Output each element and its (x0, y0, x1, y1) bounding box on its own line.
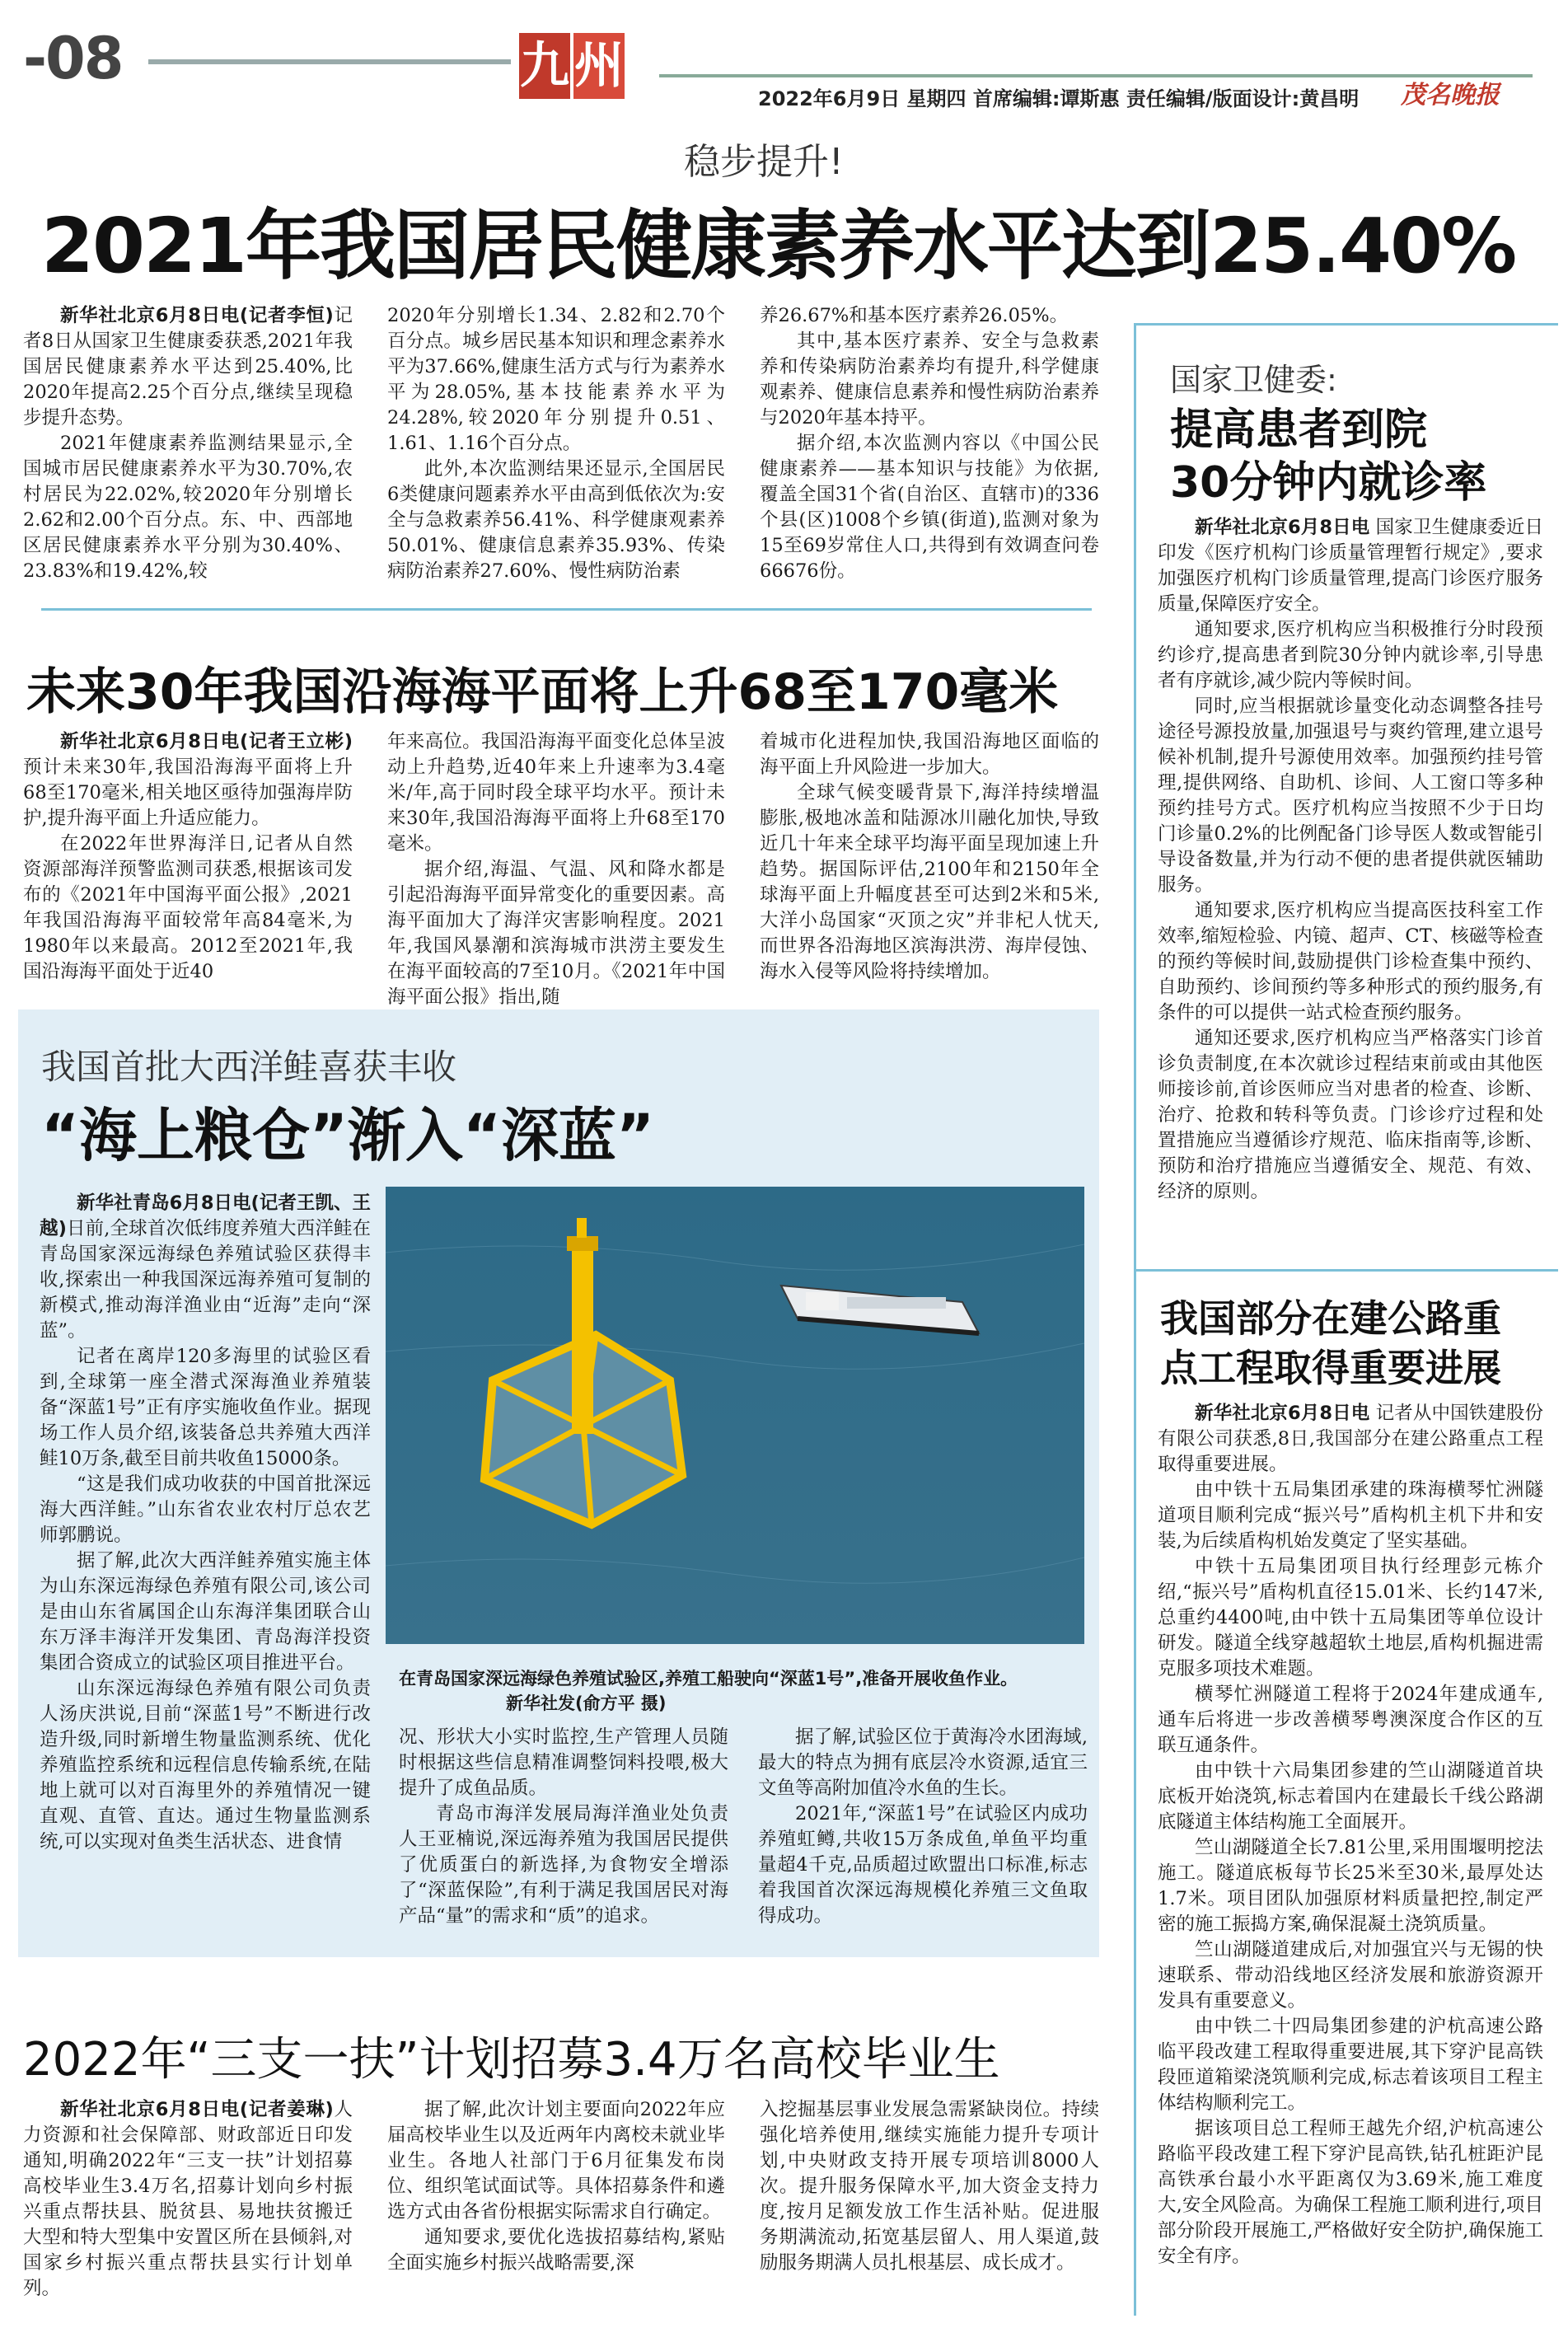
article1-col2: 2020年分别增长1.34、2.82和2.70个百分点。城乡居民基本知识和理念素养水平为37.66%,健康生活方式与行为素养水平为28.05%,基本技能素养水平为24.28%,较2020年分别提升0.51、1.61、1.16个百分点。 此外,本次监测结果还显示,全国居民6类健康问题素养水平由高到低依次为:安全与急救素养56.41%、科学健康观素养50.01%、健康信息素养35.93%、传染病防治素养27.60%、慢性病防治素 (387, 305, 725, 582)
issue-info: 2022年6月9日 星期四 首席编辑:谭斯惠 责任编辑/版面设计:黄昌明 (758, 87, 1360, 110)
paper-logo: 茂名晚报 (1401, 81, 1500, 110)
article2-col3: 着城市化进程加快,我国沿海地区面临的海平面上升风险进一步加大。 全球气候变暖背景下,海洋持续增温膨胀,极地冰盖和陆源冰川融化加快,导致近几十年来全球平均海平面呈现加速上升趋势。据国际评估,2100年和2150年全球海平面上升幅度甚至可达到2米和5米,大洋小岛国家“灭顶之灾”并非杞人忧天,而世界各沿海地区滨海洪涝、海岸侵蚀、海水入侵等风险将持续增加。 (760, 731, 1099, 982)
sidebar2-headline: 我国部分在建公路重 点工程取得重要进展 (1160, 1296, 1501, 1390)
aquaculture-illustration (386, 1187, 1084, 1644)
article1-col3: 养26.67%和基本医疗素养26.05%。 其中,基本医疗素养、安全与急救素养和传染病防治素养均有提升,科学健康观素养、健康信息素养和慢性病防治素养与2020年基本持平。 据介绍,本次监测内容以《中国公民健康素养——基本知识与技能》为依据,覆盖全国31个省(自治区、直辖市)的336个县(区)1008个乡镇(街道),监测对象为15至69岁常住人口,共得到有效调查问卷66676份。 (760, 305, 1099, 582)
sidebar1-body: 新华社北京6月8日电 国家卫生健康委近日印发《医疗机构门诊质量管理暂行规定》,要求加强医疗机构门诊质量管理,提高门诊医疗服务质量,保障医疗安全。 通知要求,医疗机构应当积极推行分时段预约诊疗,提高患者到院30分钟内就诊率,引导患者有序就诊,减少院内等候时间。 同时,应当根据就诊量变化动态调整各挂号途径号源投放量,加强退号与爽约管理,建立退号候补机制,提升号源使用效率。加强预约挂号管理,提供网络、自助机、诊间、人工窗口等多种预约挂号方式。医疗机构应当按照不少于日均门诊量0.2%的比例配备门诊导医人数或智能引导设备数量,并为行动不便的患者提供就医辅助服务。 通知要求,医疗机构应当提高医技科室工作效率,缩短检验、内镜、超声、CT、核磁等检查的预约等候时间,鼓励提供门诊检查集中预约、自助预约、诊间预约等多种形式的预约服务,有条件的可以提供一站式检查预约服务。 通知还要求,医疗机构应当严格落实门诊首诊负责制度,在本次就诊过程结束前或由其他医师接诊前,首诊医师应当对患者的检查、诊断、治疗、抢救和转科等负责。门诊诊疗过程和处置措施应当遵循诊疗规范、临床指南等,诊断、预防和治疗措施应当遵循安全、规范、有效、经济的原则。 (1158, 517, 1543, 1202)
article4-col1: 新华社北京6月8日电(记者姜琳)人力资源和社会保障部、财政部近日印发通知,明确2022年“三支一扶”计划招募高校毕业生3.4万名,招募计划向乡村振兴重点帮扶县、脱贫县、易地扶贫搬迁大型和特大型集中安置区所在县倾斜,对国家乡村振兴重点帮扶县实行计划单列。 (23, 2099, 353, 2299)
article3-col3: 据了解,试验区位于黄海冷水团海域,最大的特点为拥有底层冷水资源,适宜三文鱼等高附加值冷水鱼的生长。 2021年,“深蓝1号”在试验区内成功养殖虹鳟,共收15万条成鱼,单鱼平均重量超4千克,品质超过欧盟出口标准,标志着我国首次深远海规模化养殖三文鱼取得成功。 (758, 1726, 1088, 1927)
divider (41, 608, 1092, 611)
article2-lead: 新华社北京6月8日电(记者王立彬) (60, 731, 353, 752)
article3-col1: 新华社青岛6月8日电(记者王凯、王越)日前,全球首次低纬度养殖大西洋鲑在青岛国家深远海绿色养殖试验区获得丰收,探索出一种我国深远海养殖可复制的新模式,推动海洋渔业由“近海”走向“深蓝”。 记者在离岸120多海里的试验区看到,全球第一座全潜式深海渔业养殖装备“深蓝1号”正有序实施收鱼作业。据现场工作人员介绍,该装备总共养殖大西洋鲑10万条,截至目前共收鱼15000条。 “这是我们成功收获的中国首批深远海大西洋鲑。”山东省农业农村厅总农艺师郭鹏说。 据了解,此次大西洋鲑养殖实施主体为山东深远海绿色养殖有限公司,该公司是由山东省属国企山东海洋集团联合山东万泽丰海洋开发集团、青岛海洋投资集团合资成立的试验区项目推进平台。 山东深远海绿色养殖有限公司负责人汤庆洪说,目前“深蓝1号”不断进行改造升级,同时新增生物量监测系统、优化养殖监控系统和远程信息传输系统,在陆地上就可以对百海里外的养殖情况一键直观、直管、直达。通过生物量监测系统,可以实现对鱼类生活状态、进食情 (40, 1192, 371, 1853)
sidebar-divider (1136, 1269, 1558, 1272)
article1-headline: 2021年我国居民健康素养水平达到25.40% (41, 202, 1516, 290)
article2-col2: 年来高位。我国沿海海平面变化总体呈波动上升趋势,近40年来上升速率为3.4毫米/年,高于同时段全球平均水平。预计未来30年,我国沿海海平面将上升68至170毫米。 据介绍,海温、气温、风和降水都是引起沿海海平面异常变化的重要因素。高海平面加大了海洋灾害影响程度。2021年,我国风暴潮和滨海城市洪涝主要发生在海平面较高的7至10月。《2021年中国海平面公报》指出,随 (387, 731, 725, 1008)
article4-col3: 入挖掘基层事业发展急需紧缺岗位。持续强化培养使用,继续实施能力提升专项计划,中央财政支持开展专项培训8000人次。提升服务保障水平,加大资金支持力度,按月足额发放工作生活补贴。促进服务期满流动,拓宽基层留人、用人渠道,鼓励服务期满人员扎根基层、成长成才。 (760, 2099, 1099, 2274)
article3-kicker: 我国首批大西洋鲑喜获丰收 (41, 1047, 457, 1087)
page-number: -08 (23, 25, 123, 92)
sidebar1-headline: 提高患者到院 30分钟内就诊率 (1170, 405, 1487, 508)
article1-kicker: 稳步提升! (684, 141, 844, 183)
sidebar2-lead: 新华社北京6月8日电 (1195, 1403, 1370, 1424)
aquaculture-photo (386, 1187, 1084, 1644)
article4-lead: 新华社北京6月8日电(记者姜琳) (60, 2099, 334, 2120)
photo-caption: 在青岛国家深远海绿色养殖试验区,养殖工船驶向“深蓝1号”,准备开展收鱼作业。新华社发(俞方平 摄) (399, 1669, 1018, 1713)
sidebar1-lead: 新华社北京6月8日电 (1195, 517, 1370, 538)
article3-headline: “海上粮仓”渐入“深蓝” (41, 1102, 655, 1169)
section-char-1: 九 (519, 33, 570, 99)
photo-credit: 新华社发(俞方平 摄) (506, 1693, 667, 1713)
article4-col2: 据了解,此次计划主要面向2022年应届高校毕业生以及近两年内离校未就业毕业生。各地人社部门于6月征集发布岗位、组织笔试面试等。具体招募条件和遴选方式由各省份根据实际需求自行确定。 通知要求,要优化选拔招募结构,紧贴全面实施乡村振兴战略需要,深 (387, 2099, 725, 2274)
article3-lead: 新华社青岛6月8日电(记者王凯、王越) (40, 1192, 371, 1239)
masthead-rule (148, 59, 511, 64)
article2-headline: 未来30年我国沿海海平面将上升68至170毫米 (26, 663, 1059, 721)
article3-col2: 况、形状大小实时监控,生产管理人员随时根据这些信息精准调整饲料投喂,极大提升了成鱼品质。 青岛市海洋发展局海洋渔业处负责人王亚楠说,深远海养殖为我国居民提供了优质蛋白的新选择,为食物安全增添了“深蓝保险”,有利于满足我国居民对海产品“量”的需求和“质”的追求。 (399, 1726, 728, 1927)
article2-col1: 新华社北京6月8日电(记者王立彬)预计未来30年,我国沿海海平面将上升68至170毫米,相关地区亟待加强海岸防护,提升海平面上升适应能力。 在2022年世界海洋日,记者从自然资源部海洋预警监测司获悉,根据该司发布的《2021年中国海平面公报》,2021年我国沿海海平面较常年高84毫米,为1980年以来最高。2012至2021年,我国沿海海平面处于近40 (23, 731, 353, 982)
sidebar2-body: 新华社北京6月8日电 记者从中国铁建股份有限公司获悉,8日,我国部分在建公路重点工程取得重要进展。 由中铁十五局集团承建的珠海横琴忙洲隧道项目顺利完成“振兴号”盾构机主机下井和安装,为后续盾构机始发奠定了坚实基础。 中铁十五局集团项目执行经理彭元栋介绍,“振兴号”盾构机直径15.01米、长约147米,总重约4400吨,由中铁十五局集团等单位设计研发。隧道全线穿越超软土地层,盾构机掘进需克服多项技术难题。 横琴忙洲隧道工程将于2024年建成通车,通车后将进一步改善横琴粤澳深度合作区的互联互通条件。 由中铁十六局集团参建的竺山湖隧道首块底板开始浇筑,标志着国内在建最长千线公路湖底隧道主体结构施工全面展开。 竺山湖隧道全长7.81公里,采用围堰明挖法施工。隧道底板每节长25米至30米,最厚处达1.7米。项目团队加强原材料质量把控,制定严密的施工振捣方案,确保混凝土浇筑质量。 竺山湖隧道建成后,对加强宜兴与无锡的快速联系、带动沿线地区经济发展和旅游资源开发具有重要意义。 由中铁二十四局集团参建的沪杭高速公路临平段改建工程取得重要进展,其下穿沪昆高铁段匝道箱梁浇筑顺利完成,标志着该项目工程主体结构顺利完工。 据该项目总工程师王越先介绍,沪杭高速公路临平段改建工程下穿沪昆高铁,钻孔桩距沪昆高铁承台最小水平距离仅为3.69米,施工难度大,安全风险高。为确保工程施工顺利进行,项目部分阶段开展施工,严格做好安全防护,确保施工安全有序。 (1158, 1403, 1543, 2267)
article1-lead: 新华社北京6月8日电(记者李恒) (60, 305, 334, 326)
section-tag (519, 25, 626, 103)
article4-headline: 2022年“三支一扶”计划招募3.4万名高校毕业生 (23, 2033, 1000, 2087)
masthead (0, 0, 1568, 124)
sidebar1-kicker: 国家卫健委: (1170, 362, 1337, 398)
section-char-2: 州 (573, 33, 625, 99)
article1-col1: 新华社北京6月8日电(记者李恒)记者8日从国家卫生健康委获悉,2021年我国居民健康素养水平达到25.40%,比2020年提高2.25个百分点,继续呈现稳步提升态势。 2021年健康素养监测结果显示,全国城市居民健康素养水平为30.70%,农村居民为22.02%,较2020年分别增长2.62和2.00个百分点。东、中、西部地区居民健康素养水平分别为30.40%、23.83%和19.42%,较 (23, 305, 353, 582)
